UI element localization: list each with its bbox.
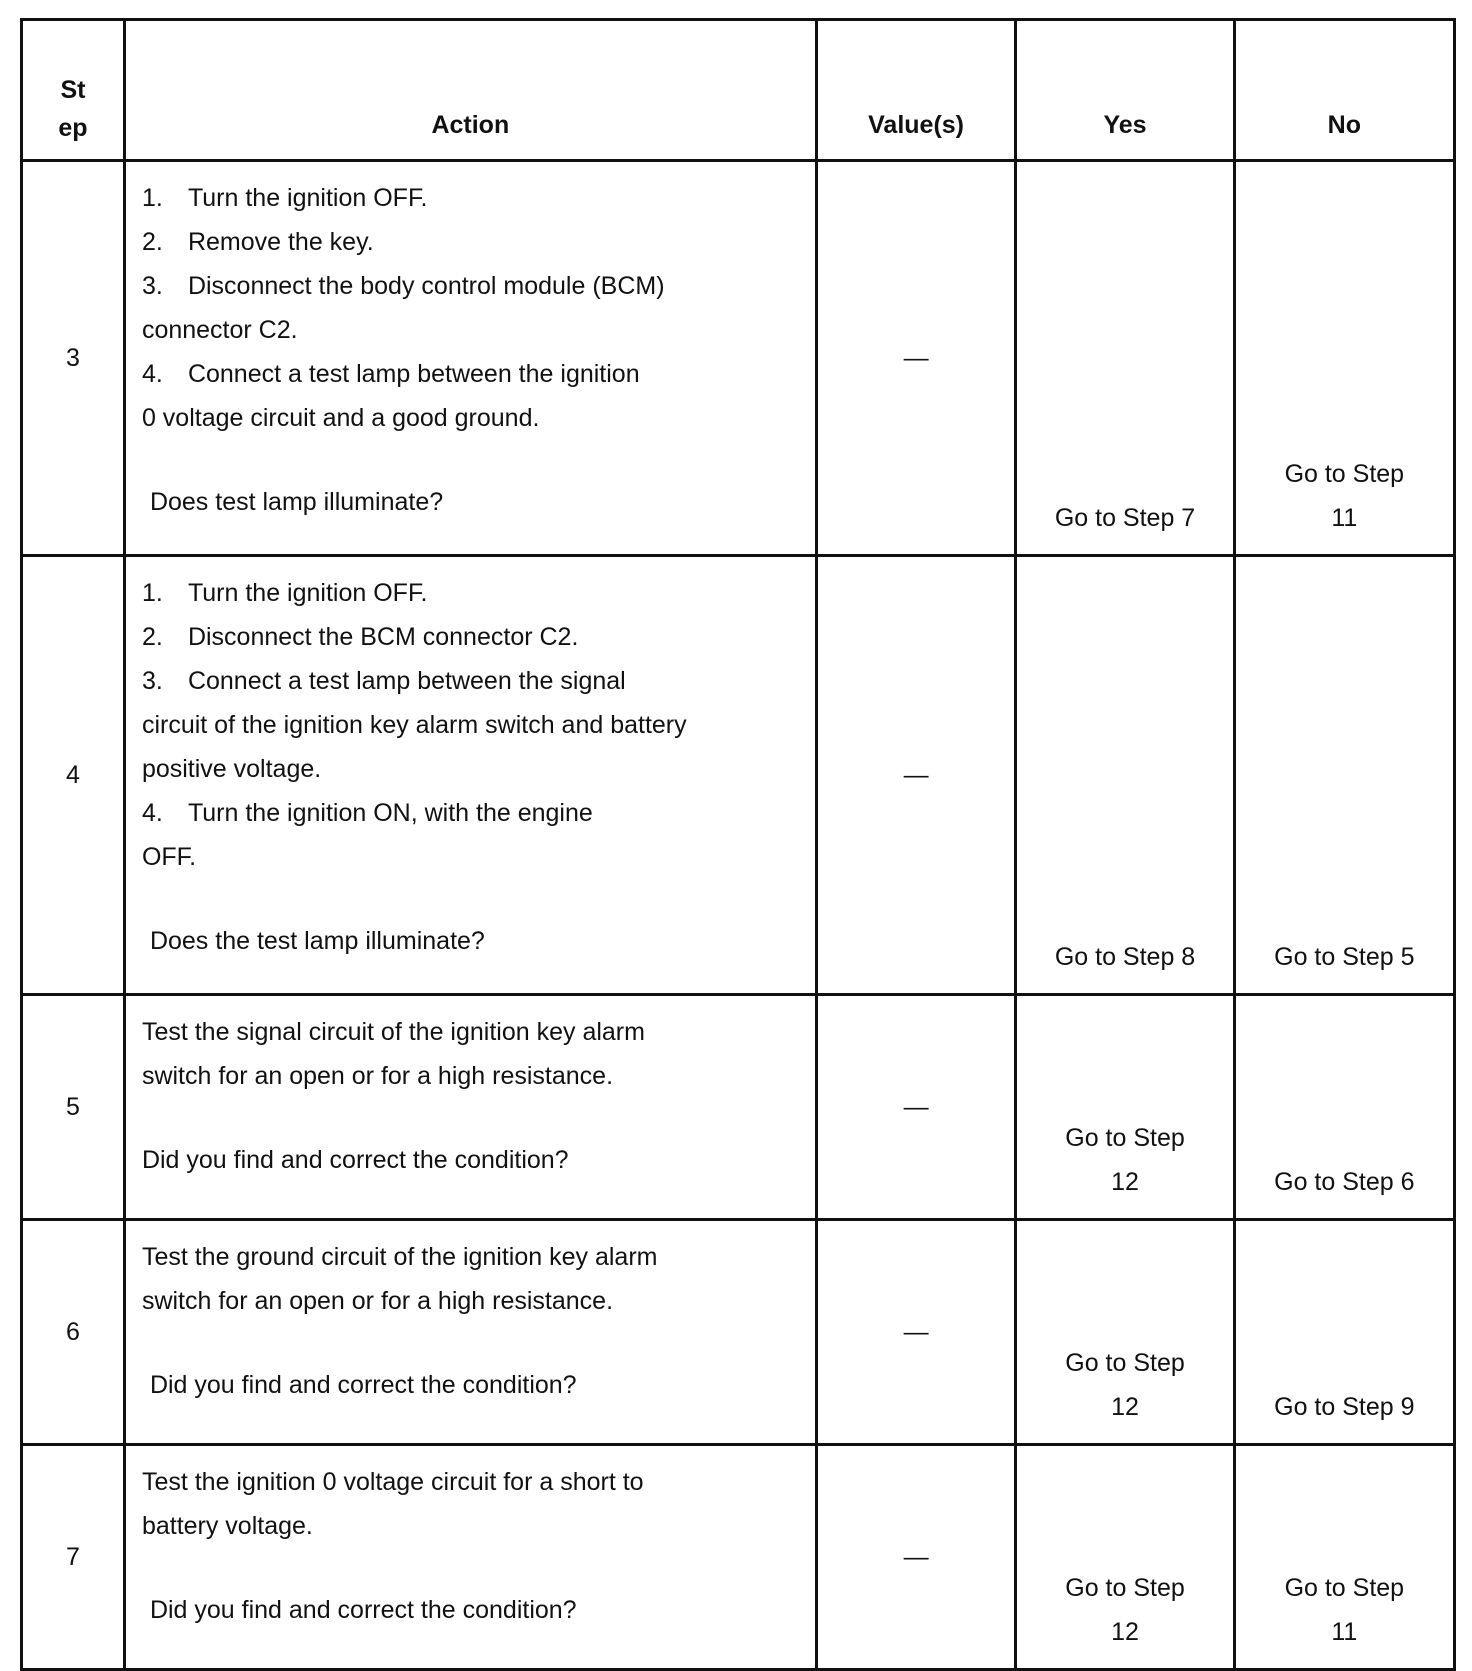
action-cell bbox=[124, 556, 816, 995]
no-destination: Go to Step 5 bbox=[1274, 943, 1415, 971]
value-cell: — bbox=[816, 161, 1016, 556]
yes-destination: Go to Step 8 bbox=[1054, 943, 1196, 971]
action-cell bbox=[124, 1220, 816, 1445]
step-number: 5 bbox=[22, 995, 125, 1220]
action-line: 3. Connect a test lamp between the signal bbox=[141, 667, 626, 695]
header-step bbox=[22, 20, 125, 161]
yes-destination: 12 bbox=[1111, 1393, 1139, 1421]
table-row bbox=[22, 995, 1455, 1220]
no-cell bbox=[1234, 161, 1454, 556]
value-cell: — bbox=[816, 1220, 1016, 1445]
action-question: Did you find and correct the condition? bbox=[149, 1596, 577, 1624]
table-row bbox=[22, 1445, 1455, 1670]
action-line: switch for an open or for a high resistance. bbox=[141, 1062, 614, 1090]
action-question: Did you find and correct the condition? bbox=[149, 1371, 577, 1399]
no-cell bbox=[1234, 1445, 1454, 1670]
action-line: circuit of the ignition key alarm switch and battery bbox=[141, 711, 687, 739]
no-cell bbox=[1234, 556, 1454, 995]
no-destination: 11 bbox=[1331, 1618, 1358, 1646]
value-cell: — bbox=[816, 995, 1016, 1220]
yes-cell bbox=[1016, 995, 1234, 1220]
yes-cell bbox=[1016, 161, 1234, 556]
action-line: Test the signal circuit of the ignition key alarm bbox=[141, 1018, 645, 1046]
action-line: 2. Disconnect the BCM connector C2. bbox=[141, 623, 579, 651]
step-number: 4 bbox=[22, 556, 125, 995]
step-number: 3 bbox=[22, 161, 125, 556]
yes-destination: Go to Step bbox=[1065, 1349, 1185, 1377]
value-cell: — bbox=[816, 556, 1016, 995]
value-cell: — bbox=[816, 1445, 1016, 1670]
header-values: Value(s) bbox=[816, 20, 1016, 161]
action-line: 4. Connect a test lamp between the ignition bbox=[141, 360, 640, 388]
action-line: 0 voltage circuit and a good ground. bbox=[141, 404, 540, 432]
action-line: 1. Turn the ignition OFF. bbox=[141, 184, 428, 212]
action-question: Does the test lamp illuminate? bbox=[149, 927, 485, 955]
no-cell bbox=[1234, 1220, 1454, 1445]
step-number: 6 bbox=[22, 1220, 125, 1445]
action-line: positive voltage. bbox=[141, 755, 322, 783]
action-question: Did you find and correct the condition? bbox=[141, 1146, 569, 1174]
yes-cell bbox=[1016, 1445, 1234, 1670]
action-line: 4. Turn the ignition ON, with the engine bbox=[141, 799, 593, 827]
action-line: connector C2. bbox=[141, 316, 298, 344]
yes-destination: Go to Step bbox=[1065, 1124, 1185, 1152]
header-step-line2: ep bbox=[58, 114, 88, 142]
yes-cell bbox=[1016, 556, 1234, 995]
action-line: 3. Disconnect the body control module (BCM) bbox=[141, 272, 665, 300]
action-cell bbox=[124, 995, 816, 1220]
action-line: 2. Remove the key. bbox=[141, 228, 374, 256]
action-line: 1. Turn the ignition OFF. bbox=[141, 579, 428, 607]
no-destination: Go to Step bbox=[1284, 1574, 1405, 1602]
table-row bbox=[22, 556, 1455, 995]
no-destination: Go to Step 9 bbox=[1274, 1393, 1415, 1421]
action-line: Test the ignition 0 voltage circuit for a short to bbox=[141, 1468, 644, 1496]
no-destination: 11 bbox=[1331, 504, 1358, 532]
header-action: Action bbox=[124, 20, 816, 161]
header-no: No bbox=[1234, 20, 1454, 161]
no-cell bbox=[1234, 995, 1454, 1220]
header-row bbox=[22, 20, 1455, 161]
yes-destination: 12 bbox=[1111, 1618, 1139, 1646]
table-row bbox=[22, 1220, 1455, 1445]
yes-destination: 12 bbox=[1111, 1168, 1139, 1196]
action-cell bbox=[124, 1445, 816, 1670]
action-line: switch for an open or for a high resistance. bbox=[141, 1287, 614, 1315]
action-cell bbox=[124, 161, 816, 556]
table-row bbox=[22, 161, 1455, 556]
header-step-line1: St bbox=[60, 76, 86, 104]
yes-destination: Go to Step bbox=[1065, 1574, 1185, 1602]
yes-cell bbox=[1016, 1220, 1234, 1445]
action-line: battery voltage. bbox=[141, 1512, 313, 1540]
action-line: Test the ground circuit of the ignition key alarm bbox=[141, 1243, 658, 1271]
yes-destination: Go to Step 7 bbox=[1054, 504, 1196, 532]
action-line: OFF. bbox=[141, 843, 197, 871]
diagnostic-table bbox=[20, 18, 1456, 1671]
header-yes: Yes bbox=[1016, 20, 1234, 161]
action-question: Does test lamp illuminate? bbox=[149, 488, 444, 516]
step-number: 7 bbox=[22, 1445, 125, 1670]
no-destination: Go to Step bbox=[1284, 460, 1405, 488]
no-destination: Go to Step 6 bbox=[1274, 1168, 1415, 1196]
